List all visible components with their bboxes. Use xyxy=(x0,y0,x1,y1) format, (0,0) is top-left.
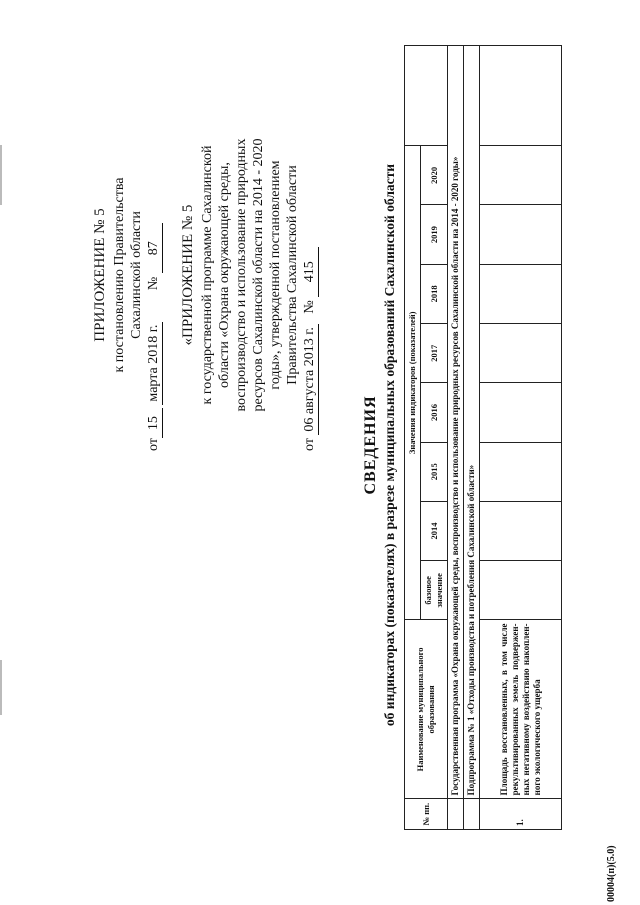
table-cell xyxy=(480,501,562,560)
scan-mark-top xyxy=(0,145,2,205)
appendix-date-line xyxy=(145,65,163,485)
table-cell xyxy=(480,146,562,205)
indicators-table xyxy=(404,45,562,830)
document-subheading: об индикаторах (показателях) в разрезе муниципальных образований Сахалинской области xyxy=(382,163,397,727)
subprogram-row: Подпрограмма № 1 «Отходы производства и потребления Сахалинской области» xyxy=(464,46,480,799)
table-cell xyxy=(480,442,562,501)
appendix-line: к постановлению Правительства xyxy=(112,177,127,373)
appendix-line: ресурсов Сахалинской области на 2014 - 2020 xyxy=(251,138,266,412)
header-municipality: Наименование муниципального образования xyxy=(405,620,448,799)
document-number: 415 xyxy=(301,247,319,297)
item-text: Площадь восстановленных, в том числе рекультивированных земель подвержен-ных негативному воздействию накоплен-ного экологического ущерба xyxy=(480,620,562,799)
header-year: 2017 xyxy=(421,324,448,383)
date-prefix: от xyxy=(302,438,317,451)
header-year: 2018 xyxy=(421,264,448,323)
footer-code: 00004(п)(5.0) xyxy=(606,845,617,902)
appendix-title: ПРИЛОЖЕНИЕ № 5 xyxy=(92,208,108,342)
header-year: 2014 xyxy=(421,501,448,560)
appendix-title: «ПРИЛОЖЕНИЕ № 5 xyxy=(180,204,196,346)
header-year: 2020 xyxy=(421,146,448,205)
number-sign: № xyxy=(302,300,317,314)
scan-mark-top xyxy=(0,660,2,715)
appendix-line: Сахалинской области xyxy=(129,211,144,339)
table-cell xyxy=(448,799,464,830)
header-base-value: базовое значение xyxy=(421,561,448,620)
header-year: 2016 xyxy=(421,383,448,442)
date-prefix: от xyxy=(146,438,161,451)
table-row xyxy=(480,46,562,830)
appendix-date-line xyxy=(301,65,319,485)
appendix-line: области «Охрана окружающей среды, xyxy=(217,162,232,388)
header-empty xyxy=(405,46,448,146)
table-cell xyxy=(480,205,562,264)
item-number: 1. xyxy=(480,799,562,830)
table-cell xyxy=(480,324,562,383)
date-month-year: марта 2018 г. xyxy=(145,322,163,405)
appendix-line: Правительства Сахалинской области xyxy=(285,165,300,385)
table-header-row xyxy=(405,46,421,830)
header-number: № пп. xyxy=(405,799,448,830)
table-cell xyxy=(464,799,480,830)
appendix-line: к государственной программе Сахалинской xyxy=(200,145,215,405)
program-row: Государственная программа «Охрана окружающей среды, воспроизводство и использование природных ресурсов Сахалинской области на 2014 - 2020 годы» xyxy=(448,46,464,799)
header-year: 2015 xyxy=(421,442,448,501)
header-year: 2019 xyxy=(421,205,448,264)
date-day: 15 xyxy=(145,408,163,438)
table-cell xyxy=(480,264,562,323)
table-cell xyxy=(480,561,562,620)
table-row xyxy=(448,46,464,830)
appendix-line: годы», утвержденной постановлением xyxy=(268,160,283,390)
table-cell xyxy=(480,383,562,442)
header-indicator-values: Значения индикаторов (показателей) xyxy=(405,146,421,620)
document-number: 87 xyxy=(145,223,163,273)
table-row xyxy=(464,46,480,830)
appendix-line: воспроизводство и использование природных xyxy=(234,138,249,412)
appendix-to-program xyxy=(180,65,319,485)
date-full: 06 августа 2013 г. xyxy=(301,324,319,434)
appendix-to-resolution xyxy=(92,65,163,485)
number-sign: № xyxy=(146,276,161,291)
table-cell xyxy=(480,46,562,146)
document-heading: СВЕДЕНИЯ xyxy=(362,395,379,495)
